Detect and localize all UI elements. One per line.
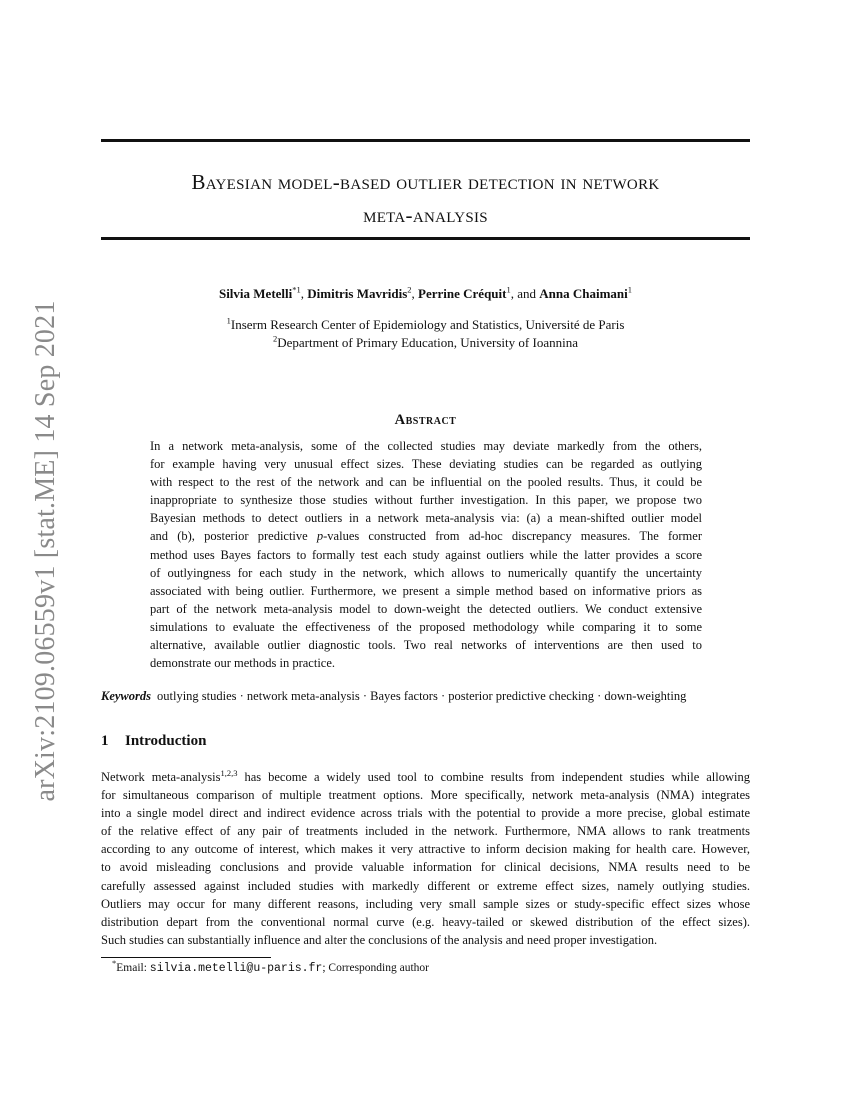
section-title: Introduction [125, 733, 207, 749]
paragraph-line: to avoid misleading conclusions and provide valuable information for clinical decisions, NMA results need to be [101, 860, 750, 875]
author-name: Perrine Créquit [418, 286, 507, 301]
affiliation-mark: 1 [226, 315, 231, 326]
title-line-1: Bayesian model-based outlier detection in network [191, 170, 660, 194]
intro-text-continued: has become a widely used tool to combine results from independent studies while allowing [237, 770, 750, 784]
keywords-label: Keywords [101, 689, 151, 703]
footnote-mark: * [112, 958, 117, 969]
author-name: Dimitris Mavridis [307, 286, 408, 301]
affiliation-list [101, 316, 750, 352]
paragraph-line: inappropriate to synthesize those studies without further investigation. In this paper, we propose two [150, 493, 702, 508]
paragraph-line: with respect to the rest of the network and can be influential on the pooled results. Thus, it could be [150, 475, 702, 490]
paragraph-line: simulations to evaluate the effectiveness of the proposed methodology while comparing it to some [150, 619, 702, 634]
introduction-body [101, 768, 750, 949]
affiliation-item [101, 334, 750, 352]
footnote-rule [101, 957, 271, 958]
abstract-body [150, 437, 702, 672]
intro-text-start: Network meta-analysis [101, 770, 221, 784]
paragraph-line: demonstrate our methods in practice. [150, 656, 336, 671]
author-affiliation-mark: *1 [292, 284, 301, 295]
title-rule-bottom [101, 237, 750, 240]
footnote-label: Email: [116, 962, 150, 974]
paragraph-line: part of the network meta-analysis model to down-weight the detected outliers. We conduct extensive [150, 601, 702, 616]
author-separator: , [300, 286, 308, 301]
math-symbol-p: p [316, 529, 324, 544]
paragraph-line: for simultaneous comparison of multiple treatment options. More specifically, network meta-analysis (NMA) integrates [101, 788, 750, 803]
paragraph-line: and (b), posterior predictive p-values constructed from ad-hoc discrepancy measures. The former [150, 529, 702, 544]
paragraph-line: according to any outcome of interest, which makes it very attractive to inform decision making for health care. However, [101, 842, 750, 857]
author-affiliation-mark: 2 [407, 284, 412, 295]
keywords-text: outlying studies · network meta-analysis · Bayes factors · posterior predictive checking · down-weighting [157, 689, 687, 703]
citation-refs: 1,2,3 [220, 767, 238, 778]
affiliation-mark: 2 [273, 333, 278, 344]
paragraph-line: associated with being outlier. Furthermore, we present a simple method based on informative priors as [150, 583, 702, 598]
author-separator: , and [510, 286, 540, 301]
author-list [101, 285, 750, 303]
paragraph-line: Bayesian methods to detect outliers in a network meta-analysis via: (a) a mean-shifted outlier model [150, 511, 702, 526]
paragraph-line: into a single model direct and indirect evidence across trials with the potential to provide a more precise, global estimate [101, 806, 750, 821]
paragraph-line: alternative, available outlier diagnostic tools. Two real networks of interventions are then used to [150, 638, 702, 653]
author-name: Anna Chaimani [539, 286, 628, 301]
author-affiliation-mark: 1 [627, 284, 633, 295]
section-number: 1 [101, 733, 109, 749]
keywords-line [101, 687, 781, 705]
paragraph-line [101, 768, 750, 786]
section-heading [101, 731, 206, 751]
paper-title [101, 166, 750, 232]
footnote [112, 958, 430, 976]
author-affiliation-mark: 1 [506, 284, 511, 295]
paragraph-line: Outliers may occur for many different reasons, including very small sample sizes or study-specific effect sizes whose [101, 896, 750, 911]
paragraph-line: In a network meta-analysis, some of the collected studies may deviate markedly from the others, [150, 439, 702, 453]
paragraph-line: method uses Bayes factors to formally test each study against outliers while the latter provides a score [150, 547, 702, 562]
paragraph-line: Such studies can substantially influence and alter the conclusions of the analysis and need proper investigation. [101, 932, 658, 947]
paragraph-line: carefully assessed against included studies with markedly different or extreme effect sizes, namely outlying studies. [101, 878, 750, 893]
footnote-text: ; Corresponding author [322, 962, 430, 974]
author-name: Silvia Metelli [218, 286, 293, 301]
author-separator: , [411, 286, 419, 301]
title-rule-top [101, 139, 750, 142]
arxiv-identifier-stamp: arXiv:2109.06559v1 [stat.ME] 14 Sep 2021 [30, 300, 61, 802]
paragraph-line: distribution depart from the conventional normal curve (e.g. heavy-tailed or skewed distribution of the effect sizes). [101, 914, 750, 929]
title-line-2: meta-analysis [363, 203, 488, 227]
paragraph-line: of outlyingness for each study in the network, which allows to numerically quantify the uncertainty [150, 565, 702, 580]
email-address: silvia.metelli@u-paris.fr [149, 962, 323, 975]
paragraph-line: of the relative effect of any pair of treatments included in the network. Furthermore, NMA allows to rank treatments [101, 824, 750, 839]
affiliation-text: Inserm Research Center of Epidemiology and Statistics, Université de Paris [230, 317, 625, 332]
abstract-heading: Abstract [394, 412, 457, 428]
paragraph-line: for example having very unusual effect sizes. These deviating studies can be regarded as outlying [150, 457, 702, 472]
affiliation-item [101, 316, 750, 334]
affiliation-text: Department of Primary Education, University of Ioannina [277, 335, 578, 350]
